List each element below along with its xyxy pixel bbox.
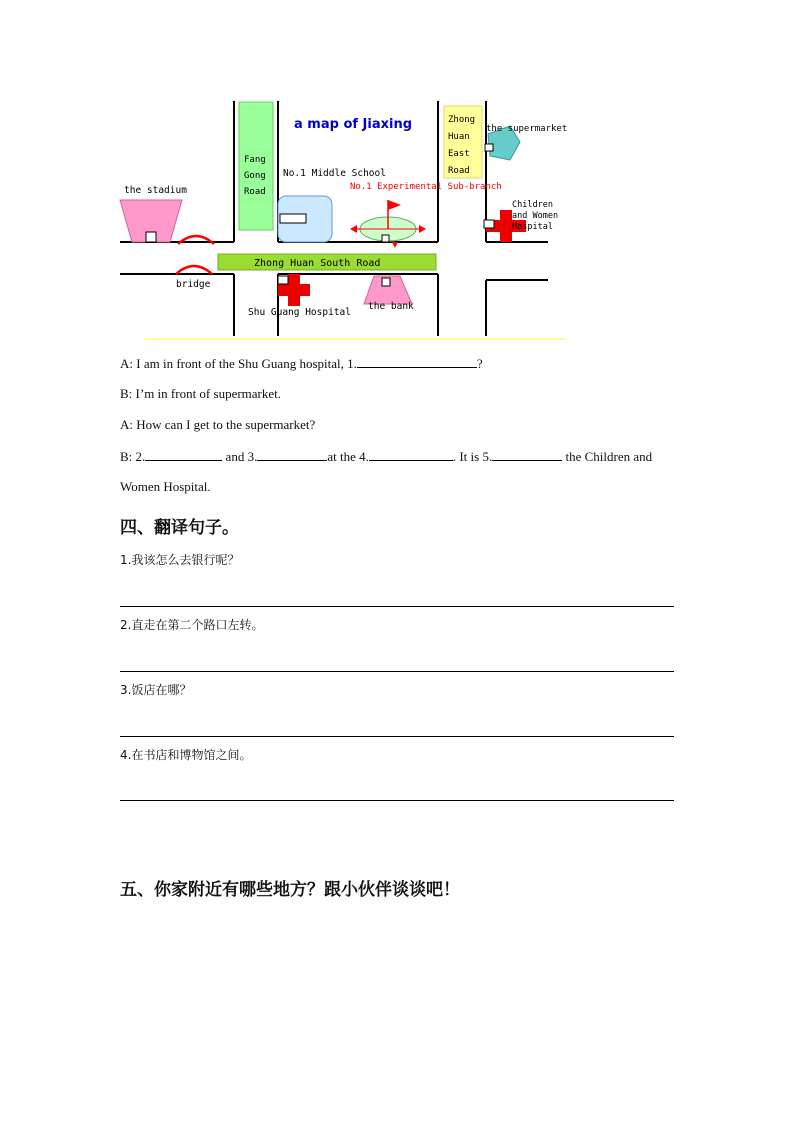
dialogue-line-4 <box>120 448 652 465</box>
dialogue-line-2: B: I’m in front of supermarket. <box>120 386 282 401</box>
answer-line-3[interactable] <box>120 736 674 737</box>
children-hospital-label-2: and Women <box>512 211 559 221</box>
bank-label: the bank <box>368 301 414 312</box>
shu-guang-cross-h <box>278 284 310 296</box>
blank-4[interactable] <box>369 448 453 461</box>
arrow-left-icon <box>350 225 357 233</box>
dialogue-4-part-4: . It is 5. <box>452 449 493 464</box>
dialogue-line-1 <box>120 355 483 372</box>
bank-door <box>382 278 390 286</box>
east-road-label-4: Road <box>448 166 470 176</box>
stadium-door <box>146 232 156 242</box>
bridge-arc-bottom <box>176 266 212 274</box>
dialogue-4-part-3: at the 4. <box>327 449 369 464</box>
blank-1[interactable] <box>357 355 477 368</box>
section-4-heading: 四、翻译句子。 <box>120 518 239 538</box>
children-hospital-label-3: Hospital <box>512 222 553 232</box>
blank-2[interactable] <box>145 448 222 461</box>
bridge-label: bridge <box>176 279 211 290</box>
answer-line-2[interactable] <box>120 671 674 672</box>
question-1: 1.我该怎么去银行呢？ <box>120 553 240 567</box>
section-5-heading: 五、你家附近有哪些地方？跟小伙伴谈谈吧！ <box>120 880 460 900</box>
fang-gong-road <box>239 102 273 230</box>
east-road-label-1: Zhong <box>448 115 476 125</box>
question-2: 2.直走在第二个路口左转。 <box>120 618 264 632</box>
middle-school-label: No.1 Middle School <box>283 168 386 179</box>
south-road-label: Zhong Huan South Road <box>254 258 381 269</box>
question-3: 3.饭店在哪？ <box>120 683 192 697</box>
shu-guang-label: Shu Guang Hospital <box>248 307 351 318</box>
sub-branch-label: No.1 Experimental Sub-branch <box>350 182 502 192</box>
fang-gong-road-label-2: Gong <box>244 171 266 181</box>
dialogue-4-part-5: the Children and <box>562 449 653 464</box>
answer-line-1[interactable] <box>120 606 674 607</box>
flag-icon <box>388 200 401 210</box>
sub-branch-door <box>382 235 389 242</box>
blank-3[interactable] <box>257 448 327 461</box>
dialogue-4-part-1: B: 2. <box>120 449 146 464</box>
blank-5[interactable] <box>492 448 562 461</box>
supermarket-door <box>485 144 493 151</box>
dialogue-4-part-2: and 3. <box>222 449 258 464</box>
supermarket-label: the supermarket <box>486 124 568 134</box>
dialogue-1-text: A: I am in front of the Shu Guang hospital, 1. <box>120 356 357 371</box>
map-of-jiaxing <box>118 96 578 342</box>
arrow-right-icon <box>419 225 426 233</box>
children-hospital-door <box>484 220 494 228</box>
fang-gong-road-label-3: Road <box>244 187 266 197</box>
east-road-label-2: Huan <box>448 132 470 142</box>
fang-gong-road-label-1: Fang <box>244 155 266 165</box>
dialogue-1-end: ? <box>476 356 483 371</box>
question-4: 4.在书店和博物馆之间。 <box>120 748 252 762</box>
children-hospital-label-1: Children <box>512 200 553 210</box>
dialogue-line-5: Women Hospital. <box>120 479 211 494</box>
map-title: a map of Jiaxing <box>294 117 413 132</box>
east-road-label-3: East <box>448 149 470 159</box>
stadium-label: the stadium <box>124 185 187 196</box>
arrow-down-icon <box>392 242 398 248</box>
answer-line-4[interactable] <box>120 800 674 801</box>
shu-guang-door <box>278 276 288 284</box>
dialogue-line-3: A: How can I get to the supermarket? <box>120 417 316 432</box>
middle-school-gate <box>280 214 306 223</box>
